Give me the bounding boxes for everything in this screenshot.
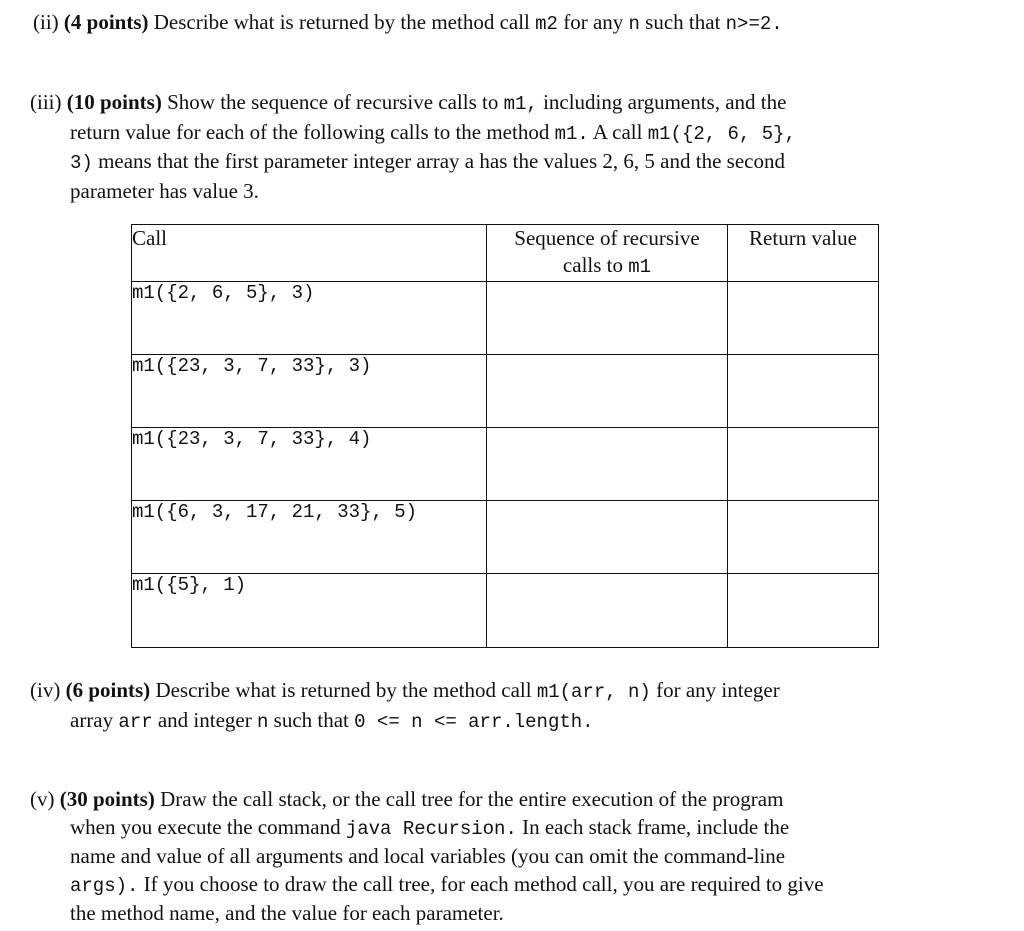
header-sequence [487, 225, 728, 282]
question-v-text-6: the method name, and the value for each parameter. [70, 901, 504, 925]
question-v-line-3 [30, 843, 824, 871]
table-row [132, 355, 879, 428]
header-call: Call [132, 225, 487, 282]
question-iii-line-4 [30, 178, 796, 206]
question-iii-text-3: return value for each of the following calls to the method [70, 119, 550, 144]
question-v-text-4: name and value of all arguments and local variables (you can omit the command-line [70, 844, 786, 868]
code-arr: arr [118, 710, 153, 733]
table-row [132, 282, 879, 355]
question-iv-label: (iv) [30, 678, 61, 702]
question-v-line-4 [30, 871, 824, 901]
question-iii-line-1 [30, 89, 796, 119]
question-v [30, 786, 824, 928]
question-v-line-2 [30, 814, 824, 844]
code-m1-method: m1. [554, 122, 589, 145]
code-m2: m2 [535, 13, 558, 35]
table-header-row [132, 225, 879, 282]
return-value-cell[interactable] [728, 501, 879, 574]
question-iv-points: (6 points) [65, 678, 151, 702]
question-iv-text-5: such that [273, 707, 349, 732]
call-cell: m1({23, 3, 7, 33}, 3) [132, 355, 487, 428]
code-example-call: m1({2, 6, 5}, [647, 122, 796, 145]
code-example-call-end: 3) [70, 152, 93, 174]
question-iii-points: (10 points) [66, 90, 162, 114]
question-ii-text-1: Describe what is returned by the method call [153, 10, 530, 34]
table-row [132, 428, 879, 501]
question-ii-line-1 [33, 9, 783, 39]
question-iii-text-6: parameter has value 3. [70, 178, 259, 203]
sequence-cell[interactable] [487, 355, 728, 428]
question-ii [33, 9, 783, 39]
question-iv-text-3: array [70, 707, 114, 732]
question-ii-points: (4 points) [63, 10, 149, 34]
question-v-text-3: In each stack frame, include the [522, 814, 790, 839]
question-ii-label: (ii) [33, 10, 59, 34]
question-v-text-1: Draw the call stack, or the call tree for the entire execution of the program [160, 787, 784, 811]
table-row [132, 501, 879, 574]
header-sequence-code: m1 [628, 256, 652, 278]
question-iii-line-3 [30, 148, 796, 178]
header-sequence-line-2: calls to [562, 253, 623, 277]
question-v-text-2: when you execute the command [70, 814, 341, 839]
code-n: n [628, 13, 640, 35]
question-v-points: (30 points) [59, 787, 155, 811]
code-args: args). [70, 874, 139, 897]
question-v-line-5 [30, 900, 824, 928]
question-iv-line-1 [30, 677, 780, 707]
code-m1: m1, [503, 93, 538, 115]
question-v-text-5: If you choose to draw the call tree, for each method call, you are required to give [143, 871, 824, 896]
code-java-command: java Recursion. [345, 817, 517, 840]
return-value-cell[interactable] [728, 428, 879, 501]
question-iii-text-2: including arguments, and the [543, 90, 787, 114]
header-return-value: Return value [728, 225, 879, 282]
question-iii [30, 89, 796, 205]
code-m1-arr-n: m1(arr, n) [536, 681, 651, 703]
sequence-cell[interactable] [487, 574, 728, 648]
call-cell: m1({23, 3, 7, 33}, 4) [132, 428, 487, 501]
code-n: n [256, 710, 269, 733]
code-condition: n>=2. [725, 13, 783, 35]
sequence-cell[interactable] [487, 428, 728, 501]
call-cell: m1({5}, 1) [132, 574, 487, 648]
question-iii-text-1: Show the sequence of recursive calls to [167, 90, 499, 114]
header-sequence-line-1: Sequence of recursive [514, 226, 700, 250]
sequence-cell[interactable] [487, 282, 728, 355]
question-iv-text-2: for any integer [656, 678, 780, 702]
question-iv [30, 677, 780, 736]
question-iv-line-2 [30, 707, 780, 737]
return-value-cell[interactable] [728, 355, 879, 428]
question-iii-text-4: A call [592, 119, 643, 144]
recursive-calls-table [131, 224, 879, 648]
question-v-label: (v) [30, 787, 55, 811]
call-cell: m1({6, 3, 17, 21, 33}, 5) [132, 501, 487, 574]
question-iii-label: (iii) [30, 90, 62, 114]
question-v-line-1 [30, 786, 824, 814]
return-value-cell[interactable] [728, 282, 879, 355]
return-value-cell[interactable] [728, 574, 879, 648]
code-bounds-condition: 0 <= n <= arr.length. [354, 710, 594, 733]
question-ii-text-2: for any [563, 10, 624, 34]
question-iv-text-1: Describe what is returned by the method call [155, 678, 532, 702]
question-ii-text-3: such that [645, 10, 721, 34]
call-cell: m1({2, 6, 5}, 3) [132, 282, 487, 355]
question-iii-line-2 [30, 119, 796, 149]
table-row [132, 574, 879, 648]
question-iii-text-5: means that the first parameter integer array a has the values 2, 6, 5 and the second [98, 149, 785, 173]
sequence-cell[interactable] [487, 501, 728, 574]
question-iv-text-4: and integer [157, 707, 252, 732]
